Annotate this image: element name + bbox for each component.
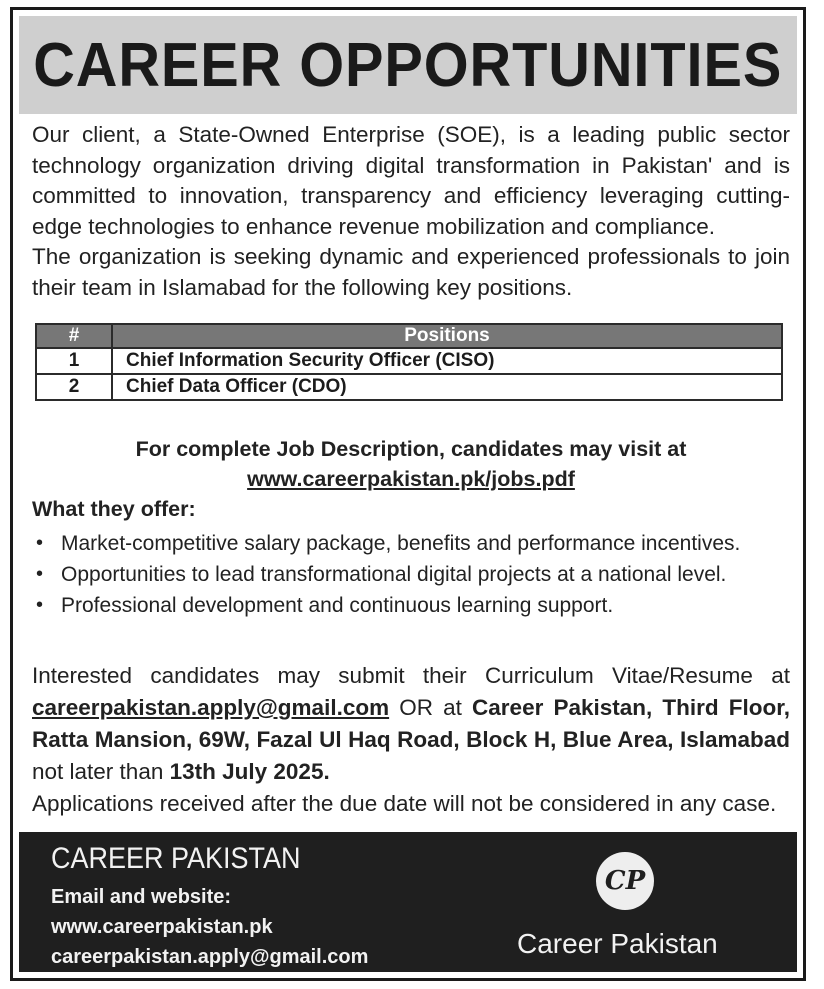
application-instructions	[32, 660, 790, 820]
deadline-date: 13th July 2025.	[169, 759, 330, 784]
job-description-text: For complete Job Description, candidates may visit at	[135, 437, 687, 461]
logo-name: Career Pakistan	[517, 928, 718, 959]
header-banner	[19, 16, 797, 114]
position-number: 1	[36, 348, 112, 374]
list-item: • Professional development and continuous learning support.	[32, 590, 740, 621]
late-applications-note: Applications received after the due date will not be considered in any case.	[32, 791, 777, 816]
apply-or-text: OR at	[399, 695, 462, 720]
column-header-positions: Positions	[112, 324, 782, 348]
apply-email-link[interactable]: careerpakistan.apply@gmail.com	[32, 695, 390, 720]
position-title: Chief Data Officer (CDO)	[112, 374, 782, 400]
footer-contact-label: Email and website:	[51, 886, 232, 908]
page-title: CAREER OPPORTUNITIES	[33, 30, 783, 100]
apply-address: Career Pakistan, Third Floor, Ratta Mansion, 69W, Fazal Ul Haq Road, Block H, Blue Area, Islamabad	[32, 695, 790, 752]
table-row	[36, 348, 782, 374]
position-title: Chief Information Security Officer (CISO)	[112, 348, 782, 374]
job-description-note	[32, 434, 790, 494]
position-number: 2	[36, 374, 112, 400]
offers-heading: What they offer:	[32, 497, 196, 521]
intro-section	[32, 120, 790, 303]
offers-list	[32, 528, 740, 621]
career-pakistan-logo-icon	[596, 852, 654, 910]
footer-brand: CAREER PAKISTAN	[51, 842, 301, 875]
footer-email-link[interactable]: careerpakistan.apply@gmail.com	[51, 946, 369, 968]
job-description-link[interactable]: www.careerpakistan.pk/jobs.pdf	[247, 467, 575, 491]
footer-website-link[interactable]: www.careerpakistan.pk	[51, 916, 273, 938]
list-item: • Opportunities to lead transformational digital projects at a national level.	[32, 559, 740, 590]
footer-band	[19, 832, 797, 972]
table-row	[36, 374, 782, 400]
deadline-prefix: not later than	[32, 759, 164, 784]
list-item: • Market-competitive salary package, benefits and performance incentives.	[32, 528, 740, 559]
table-header-row	[36, 324, 782, 348]
intro-paragraph: Our client, a State-Owned Enterprise (SOE), is a leading public sector technology organization driving digital transformation in Pakistan' and is committed to innovation, transparency and efficiency leveraging cutting-edge technologies to enhance revenue mobilization and compliance.	[32, 122, 790, 239]
advertisement-frame	[10, 7, 806, 981]
column-header-number: #	[36, 324, 112, 348]
intro-paragraph-positions: The organization is seeking dynamic and experienced professionals to join their team in Islamabad for the following key positions.	[32, 244, 790, 300]
logo-initials: CP	[604, 866, 646, 896]
apply-lead-text: Interested candidates may submit their Curriculum Vitae/Resume at	[32, 663, 790, 688]
positions-table	[35, 323, 783, 401]
